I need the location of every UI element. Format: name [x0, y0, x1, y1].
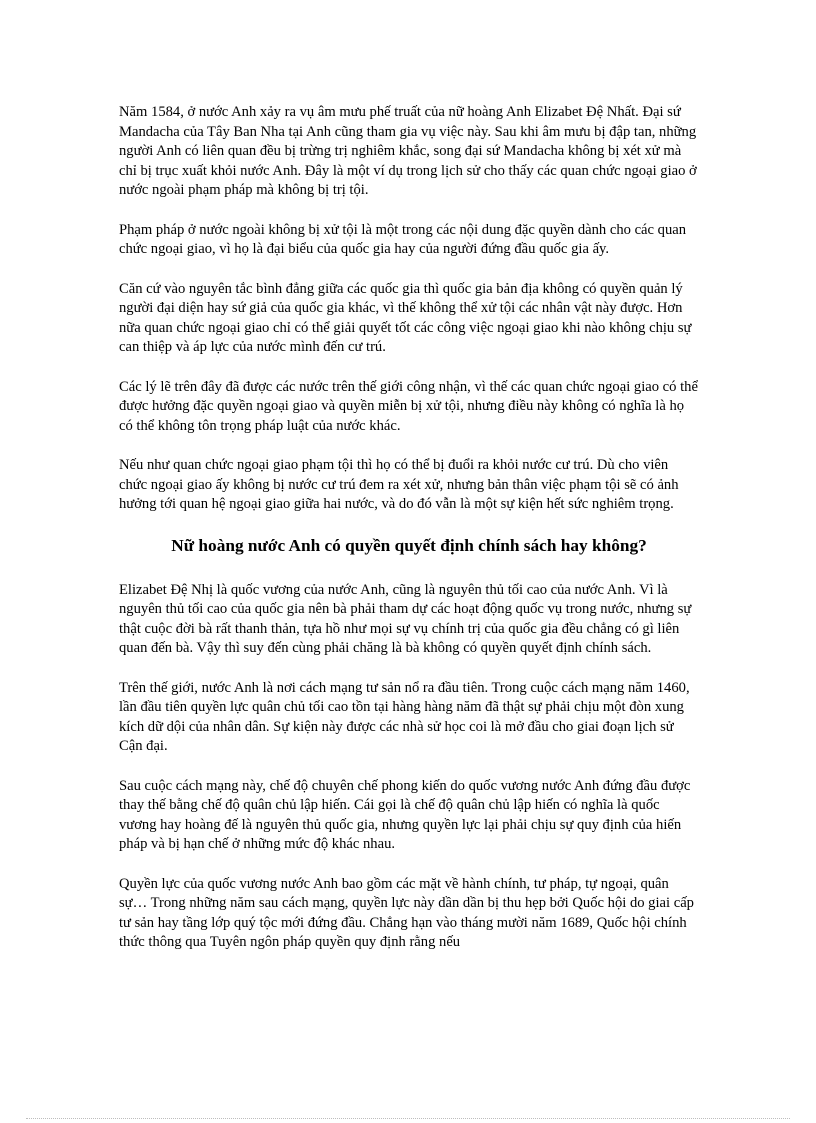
paragraph-3: Căn cứ vào nguyên tắc bình đẳng giữa các quốc gia thì quốc gia bản địa không có quyền quản lý người đại diện hay sứ giả của quốc gia khác, vì thế không thể xử tội các nhân vật này được. Hơn nữa quan chức ngoại giao chỉ có thể giải quyết tốt các công việc ngoại giao khi nào không chịu sự can thiệp và áp lực của nước mình đến cư trú. [119, 280, 692, 355]
paragraph-6: Elizabet Đệ Nhị là quốc vương của nước Anh, cũng là nguyên thủ tối cao của nước Anh. Vì là nguyên thủ tối cao của quốc gia nên bà phải tham dự các hoạt động quốc vụ trong nước, nhưng sự thật cuộc đời bà rất thanh thản, tựa hồ như mọi sự vụ chính trị của quốc gia đều chẳng có gì liên quan đến bà. Vậy thì suy đến cùng phải chăng là bà không có quyền quyết định chính sách. [119, 581, 692, 656]
paragraph-9: Quyền lực của quốc vương nước Anh bao gồm các mặt về hành chính, tư pháp, tự ngoại, quân sự… Trong những năm sau cách mạng, quyền lực này dần dần bị thu hẹp bởi Quốc hội do giai cấp tư sản hay tầng lớp quý tộc mới đứng đầu. Chẳng hạn vào tháng mười năm 1689, Quốc hội chính thức thông qua Tuyên ngôn pháp quyền quy định rằng nếu [119, 875, 694, 950]
paragraph-1: Năm 1584, ở nước Anh xảy ra vụ âm mưu phế truất của nữ hoàng Anh Elizabet Đệ Nhất. Đại sứ Mandacha của Tây Ban Nha tại Anh cũng tham gia vụ việc này. Sau khi âm mưu bị đập tan, những người Anh có liên quan đều bị trừng trị nghiêm khắc, song đại sứ Mandacha không bị xét xử mà chỉ bị trục xuất khỏi nước Anh. Đây là một ví dụ trong lịch sử cho thấy các quan chức ngoại giao ở nước ngoài phạm pháp mà không bị trị tội. [119, 104, 697, 198]
paragraph-5: Nếu như quan chức ngoại giao phạm tội thì họ có thể bị đuổi ra khỏi nước cư trú. Dù cho viên chức ngoại giao ấy không bị nước cư trú đem ra xét xử, nhưng bản thân việc phạm tội sẽ có ảnh hưởng tới quan hệ ngoại giao giữa hai nước, và do đó vẫn là một sự kiện hết sức nghiêm trọng. [119, 457, 679, 512]
paragraph-2: Phạm pháp ở nước ngoài không bị xử tội là một trong các nội dung đặc quyền dành cho các quan chức ngoại giao, vì họ là đại biểu của quốc gia hay của người đứng đầu quốc gia ấy. [119, 221, 687, 257]
paragraph-7: Trên thế giới, nước Anh là nơi cách mạng tư sản nổ ra đầu tiên. Trong cuộc cách mạng năm 1460, lần đầu tiên quyền lực quân chủ tối cao tồn tại hàng hàng năm đã thật sự phải chịu một đòn xung kích dữ dội của nhân dân. Sự kiện này được các nhà sử học coi là mở đầu cho giai đoạn lịch sử Cận đại. [119, 679, 690, 754]
section-heading: Nữ hoàng nước Anh có quyền quyết định chính sách hay không? [171, 535, 647, 555]
page-bottom-divider [26, 1118, 790, 1119]
paragraph-4: Các lý lẽ trên đây đã được các nước trên thế giới công nhận, vì thế các quan chức ngoại giao có thể được hưởng đặc quyền ngoại giao và quyền miễn bị xử tội, nhưng điều này không có nghĩa là họ có thể không tôn trọng pháp luật của nước khác. [119, 378, 698, 434]
document-body [119, 103, 699, 973]
paragraph-8: Sau cuộc cách mạng này, chế độ chuyên chế phong kiến do quốc vương nước Anh đứng đầu được thay thế bằng chế độ quân chủ lập hiến. Cái gọi là chế độ quân chủ lập hiến có nghĩa là quốc vương hay hoàng đế là nguyên thủ quốc gia, nhưng quyền lực lại phải chịu sự quy định của hiến pháp và bị hạn chế ở những mức độ khác nhau. [119, 777, 691, 852]
